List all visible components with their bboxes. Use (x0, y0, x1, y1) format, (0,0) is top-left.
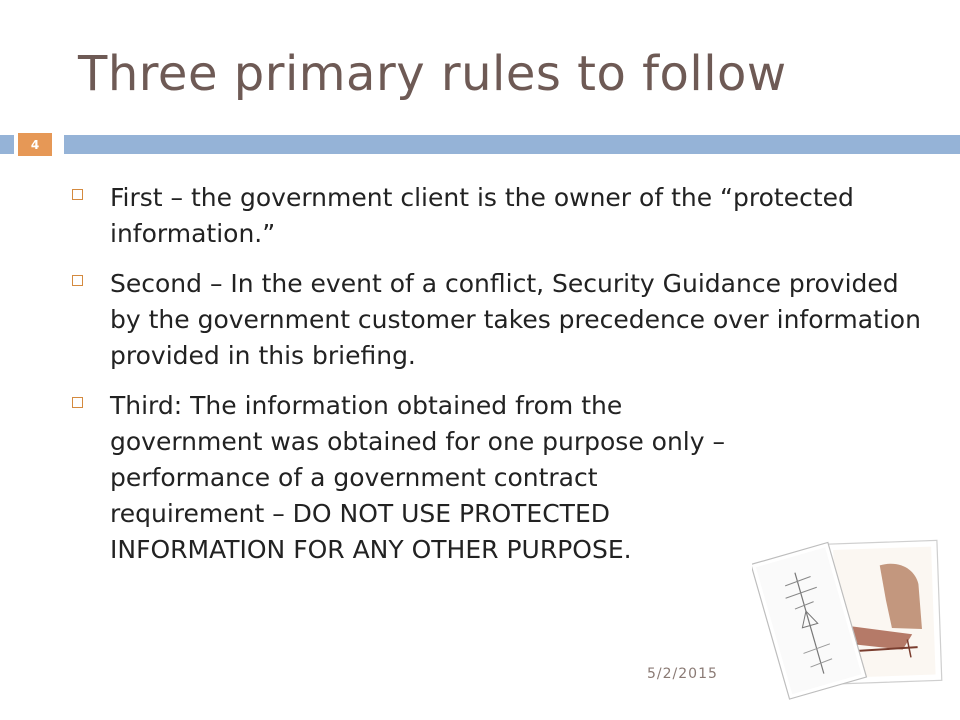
sketch-drawings-clipart (752, 530, 952, 710)
slide-title: Three primary rules to follow (78, 46, 787, 102)
title-rule-right (64, 135, 960, 154)
hollow-square-bullet-icon (72, 275, 83, 286)
bullet-item (72, 180, 932, 252)
title-rule-left (0, 135, 14, 154)
slide-date: 5/2/2015 (647, 666, 718, 682)
hollow-square-bullet-icon (72, 189, 83, 200)
slide-number: 4 (18, 133, 52, 156)
bullet-text: Third: The information obtained from the government was obtained for one purpose only – performance of a government contract requirement – DO NOT USE PROTECTED INFORMATION FOR ANY OTHER PURPOSE. (110, 391, 725, 564)
bullet-item (72, 266, 932, 374)
bullet-list (72, 180, 932, 582)
bullet-text: Second – In the event of a conflict, Security Guidance provided by the government customer takes precedence over information provided in this briefing. (110, 269, 921, 370)
hollow-square-bullet-icon (72, 397, 83, 408)
bullet-text: First – the government client is the owner of the “protected information.” (110, 183, 854, 248)
